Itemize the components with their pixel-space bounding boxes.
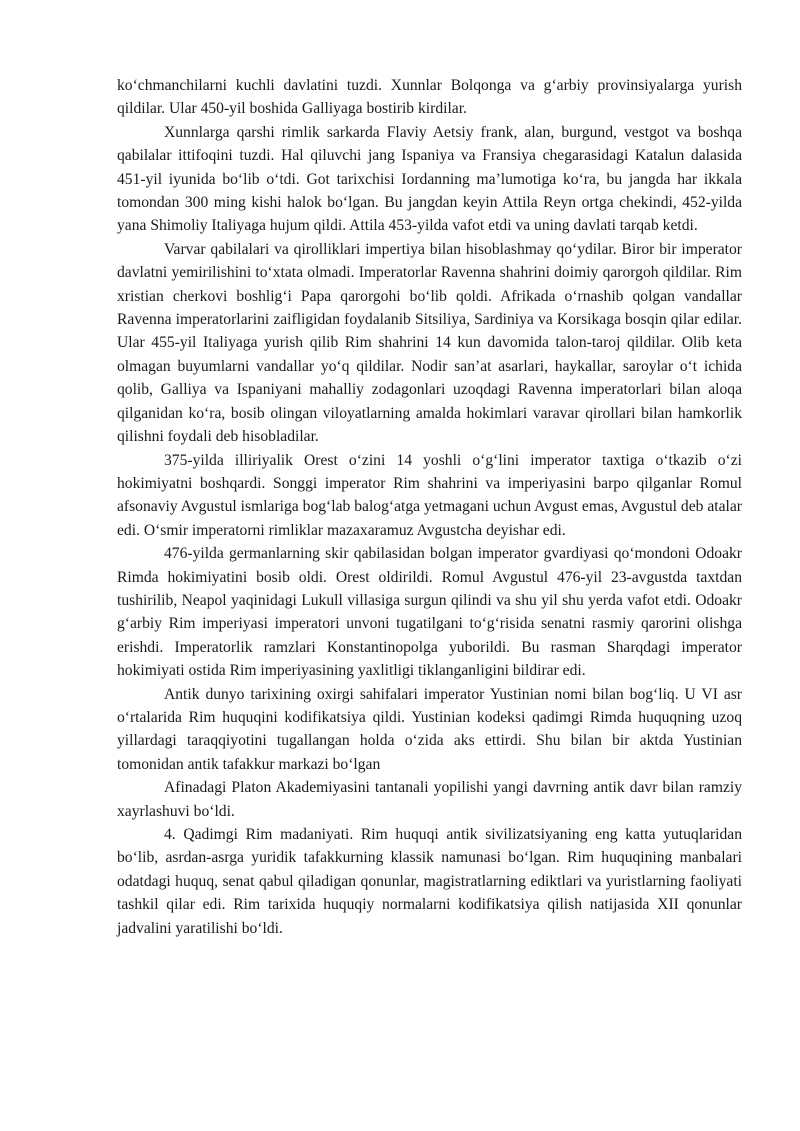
paragraph-odoakr: 476-yilda germanlarning skir qabilasidan bolgan imperator gvardiyasi qo‘mondoni Odoakr Rimda hokimiyatini bosib oldi. Orest oldirildi. Romul Avgustul 476-yil 23-avgustda taxtdan tushirilib, Neapol yaqinidagi Lukull villasiga surgun qilindi va shu yil shu yerda vafot etdi. Odoakr g‘arbiy Rim imperiyasi imperatori unvoni tugatilgani to‘g‘risida senatni rasmiy qarorini olishga erishdi. Imperatorlik ramzlari Konstantinopolga yuborildi. Bu rasman Sharqdagi imperator hokimiyati ostida Rim imperiyasining yaxlitligi tiklanganligini bildirar edi.	[117, 545, 742, 680]
paragraph-justinian: Antik dunyo tarixining oxirgi sahifalari imperator Yustinian nomi bilan bog‘liq. U VI asr o‘rtalarida Rim huquqini kodifikatsiya qildi. Yustinian kodeksi qadimgi Rimda huquqning uzoq yillardagi taraqqiyotini tugallangan holda o‘zida aks ettirdi. Shu bilan bir aktda Yustinian tomonidan antik tafakkur markazi bo‘lgan	[117, 685, 742, 773]
paragraph-continuation: ko‘chmanchilarni kuchli davlatini tuzdi. Xunnlar Bolqonga va g‘arbiy provinsiyalarga yurish qildilar. Ular 450-yil boshida Galliyaga bostirib kirdilar.	[117, 77, 742, 118]
paragraph-barbarian-kingdoms: Varvar qabilalari va qirolliklari impertiya bilan hisoblashmay qo‘ydilar. Biror bir imperator davlatni yemirilishini to‘xtata olmadi. Imperatorlar Ravenna shahrini doimiy qarorgoh qildilar. Rim xristian cherkovi boshlig‘i Papa qarorgohi bo‘lib qoldi. Afrikada o‘rnashib qolgan vandallar Ravenna imperatorlarini zaifligidan foydalanib Sitsiliya, Sardiniya va Korsikaga bosqin qilar edilar. Ular 455-yil Italiyaga yurish qilib Rim shahrini 14 kun davomida talon-taroj qildilar. Olib keta olmagan buyumlarni vandallar yo‘q qildilar. Nodir san’at asarlari, haykallar, saroylar o‘t ichida qolib, Galliya va Ispaniyani mahalliy zodagonlari uzoqdagi Ravenna imperatorlari bilan aloqa qilganidan ko‘ra, bosib olingan viloyatlarning amalda hokimlari varavar qirollari bilan hamkorlik qilishni foydali deb hisobladilar.	[117, 240, 742, 446]
paragraph-aetius-alliance: Xunnlarga qarshi rimlik sarkarda Flaviy Aetsiy frank, alan, burgund, vestgot va boshqa qabilalar ittifoqini tuzdi. Hal qiluvchi jang Ispaniya va Fransiya chegarasidagi Katalun dalasida 451-yil iyunida bo‘lib o‘tdi. Got tarixchisi Iordanning ma’lumotiga ko‘ra, bu jangda har ikkala tomondan 300 ming kishi halok bo‘lgan. Bu jangdan keyin Attila Reyn ortga chekindi, 452-yilda yana Shimoliy Italiyaga hujum qildi. Attila 453-yilda vafot etdi va uning davlati tarqab ketdi.	[117, 123, 742, 235]
document-page	[117, 74, 742, 940]
paragraph-orest: 375-yilda illiriyalik Orest o‘zini 14 yoshli o‘g‘lini imperator taxtiga o‘tkazib o‘zi hokimiyatni boshqardi. Songgi imperator Rim shahrini va imperiyasini barpo qilganlar Romul afsonaviy Avgustul ismlariga bog‘lab balog‘atga yetmagani uchun Avgust emas, Avgustul deb atalar edi. O‘smir imperatorni rimliklar mazaxaramuz Avgustcha deyishar edi.	[117, 451, 742, 539]
paragraph-roman-culture: 4. Qadimgi Rim madaniyati. Rim huquqi antik sivilizatsiyaning eng katta yutuqlaridan bo‘lib, asrdan-asrga yuridik tafakkurning klassik namunasi bo‘lgan. Rim huquqining manbalari odatdagi huquq, senat qabul qiladigan qonunlar, magistratlarning ediktlari va yuristlarning faoliyati tashkil qilar edi. Rim tarixida huquqiy normalarni kodifikatsiya qilish natijasida XII qonunlar jadvalini yaratilishi bo‘ldi.	[117, 826, 742, 937]
paragraph-platon-academy: Afinadagi Platon Akademiyasini tantanali yopilishi yangi davrning antik davr bilan ramziy xayrlashuvi bo‘ldi.	[117, 779, 742, 820]
